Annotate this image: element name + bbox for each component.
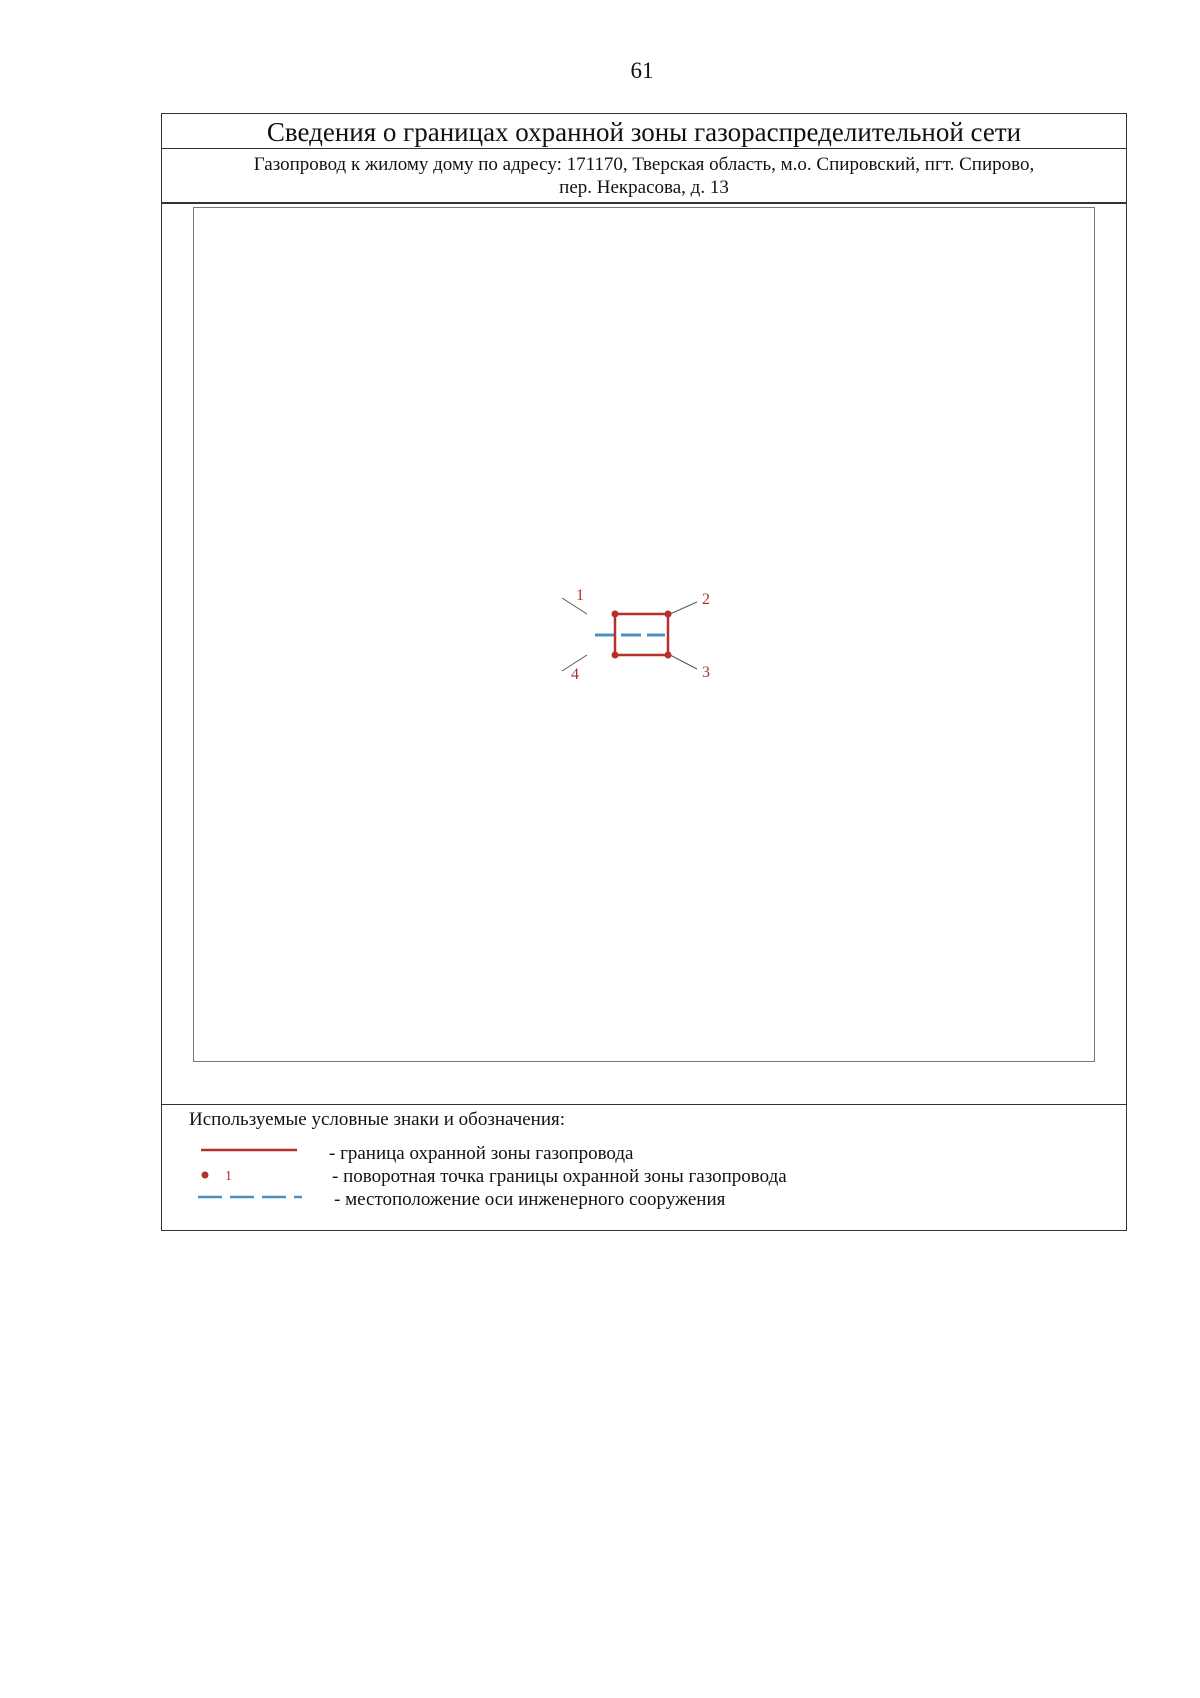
legend-item-turning-point [162,1166,1126,1188]
legend-solid-red-line [162,1143,322,1165]
legend-item-axis [162,1189,1126,1211]
point-label-4: 4 [571,666,579,683]
turning-point-4 [612,652,619,659]
turning-point-3 [665,652,672,659]
object-address [162,149,1126,204]
map-frame [193,207,1095,1062]
page-number: 61 [630,58,654,83]
legend-heading: Используемые условные знаки и обозначения: [189,1109,566,1130]
protection-zone-sheet [161,113,1127,1231]
legend [162,1104,1126,1230]
legend-item-boundary [162,1143,1126,1165]
legend-text-boundary: - граница охранной зоны газопровода [329,1143,634,1164]
sheet-title: Сведения о границах охранной зоны газораспределительной сети [162,114,1126,149]
legend-text-axis: - местоположение оси инженерного сооружения [334,1189,726,1210]
zone-map [194,208,1094,1061]
leader-line-2 [670,602,697,614]
point-label-1: 1 [576,587,584,604]
turning-point-2 [665,611,672,618]
legend-point-label: 1 [225,1169,232,1184]
legend-blue-dashed-line [162,1189,322,1211]
object-address-line-1: Газопровод к жилому дому по адресу: 171170, Тверская область, м.о. Спировский, пгт. Спирово, [253,154,1035,175]
point-label-3: 3 [702,664,710,681]
legend-text-turning-point: - поворотная точка границы охранной зоны газопровода [332,1166,787,1187]
object-address-line-2: пер. Некрасова, д. 13 [559,177,729,198]
turning-point-1 [612,611,619,618]
legend-red-dot [162,1166,322,1188]
point-label-2: 2 [702,591,710,608]
leader-line-3 [670,655,697,669]
